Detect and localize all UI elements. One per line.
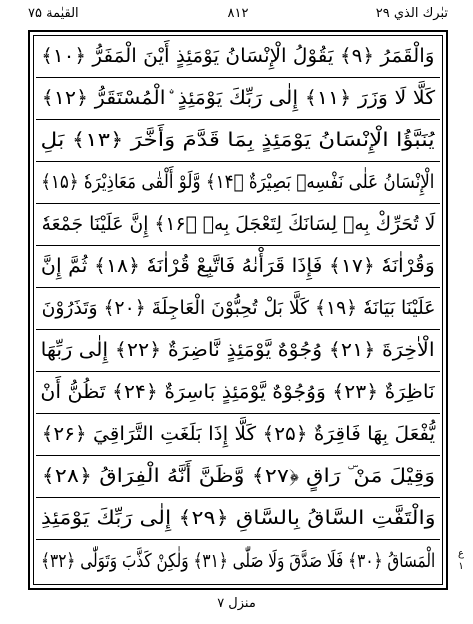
- text-line: [36, 498, 440, 540]
- line-text: يُّفْعَلَ بِهَا فَاقِرَةٌ ﴿۲۵﴾ كَلَّا إِذَا بَلَغَتِ التَّرَاقِيَ ﴿۲۶﴾: [41, 423, 435, 445]
- line-text: وَقِيْلَ مَنْ ۜ رَاقٍ ﴿۲۷﴾ وَّظَنَّ أَنَّهُ الْفِرَاقُ ﴿۲۸﴾: [41, 465, 435, 487]
- text-line: [36, 288, 440, 330]
- text-line: [36, 36, 440, 78]
- ruku-marker: [452, 548, 470, 572]
- line-text: يُنَبَّؤُا الْإِنْسَانُ يَوْمَئِذٍ بِمَا قَدَّمَ وَأَخَّرَ ﴿۱۳﴾ بَلِ: [40, 129, 436, 151]
- ruku-symbol: ع: [458, 548, 464, 559]
- surah-name: القيٰمة ۷۵: [28, 6, 79, 21]
- text-line: [36, 78, 440, 120]
- text-line: [36, 540, 440, 582]
- page-number: ۸۱۲: [227, 6, 249, 21]
- line-text: كَلَّا لَا وَزَرَ ﴿۱۱﴾ إِلٰى رَبِّكَ يَوْمَئِذٍ ۨالْمُسْتَقَرُّ ﴿۱۲﴾: [41, 87, 435, 109]
- text-line: [36, 456, 440, 498]
- text-line: [36, 162, 440, 204]
- line-text: الْاٰخِرَةَ ﴿۲۱﴾ وُجُوْهٌ يَّوْمَئِذٍ نَّاضِرَةٌ ﴿۲۲﴾ إِلٰى رَبِّهَا: [40, 339, 436, 361]
- text-line: [36, 414, 440, 456]
- text-line: [36, 204, 440, 246]
- line-text: وَالْتَفَّتِ السَّاقُ بِالسَّاقِ ﴿۲۹﴾ إِلٰى رَبِّكَ يَوْمَئِذِ: [40, 507, 436, 529]
- text-line: [36, 120, 440, 162]
- text-line: [36, 330, 440, 372]
- line-text: لَا تُحَرِّكْ بِهٖ لِسَانَكَ لِتَعْجَلَ بِهٖ ﴿۱۶﴾ إِنَّ عَلَيْنَا جَمْعَهٗ: [41, 213, 435, 235]
- ruku-number: ۱: [458, 561, 464, 572]
- text-line: [36, 246, 440, 288]
- line-text: عَلَيْنَا بَيَانَهٗ ﴿۱۹﴾ كَلَّا بَلْ تُحِبُّوْنَ الْعَاجِلَةَ ﴿۲۰﴾ وَتَذَرُوْنَ: [41, 297, 435, 319]
- juz-name: تبٰرك الذي ۲۹: [375, 6, 448, 21]
- page-header: [28, 2, 448, 28]
- page-frame: [28, 30, 448, 590]
- line-text: الْمَسَاقُ ﴿۳۰﴾ فَلَا صَدَّقَ وَلَا صَلّٰى ﴿۳۱﴾ وَلٰكِنْ كَذَّبَ وَتَوَلّٰى ﴿۳۲﴾: [40, 549, 436, 572]
- line-text: وَالْقَمَرُ ﴿۹﴾ يَقُوْلُ الْإِنْسَانُ يَوْمَئِذٍ أَيْنَ الْمَفَرُّ ﴿۱۰﴾: [41, 45, 435, 67]
- text-line: [36, 372, 440, 414]
- manzil-footer: منزل ۷: [217, 596, 256, 611]
- line-text: الْإِنْسَانُ عَلٰى نَفْسِهٖ بَصِيْرَةٌ ﴿۱۴﴾ وَّلَوْ أَلْقٰى مَعَاذِيْرَهٗ ﴿۱۵﴾: [41, 171, 435, 193]
- line-text: نَاظِرَةٌ ﴿۲۳﴾ وَوُجُوْهٌ يَّوْمَئِذٍ بَاسِرَةٌ ﴿۲۴﴾ تَظُنُّ أَنْ: [40, 381, 436, 403]
- line-text: وَقُرْاٰنَهٗ ﴿۱۷﴾ فَإِذَا قَرَأْنٰهُ فَاتَّبِعْ قُرْاٰنَهٗ ﴿۱۸﴾ ثُمَّ إِنَّ: [41, 255, 435, 277]
